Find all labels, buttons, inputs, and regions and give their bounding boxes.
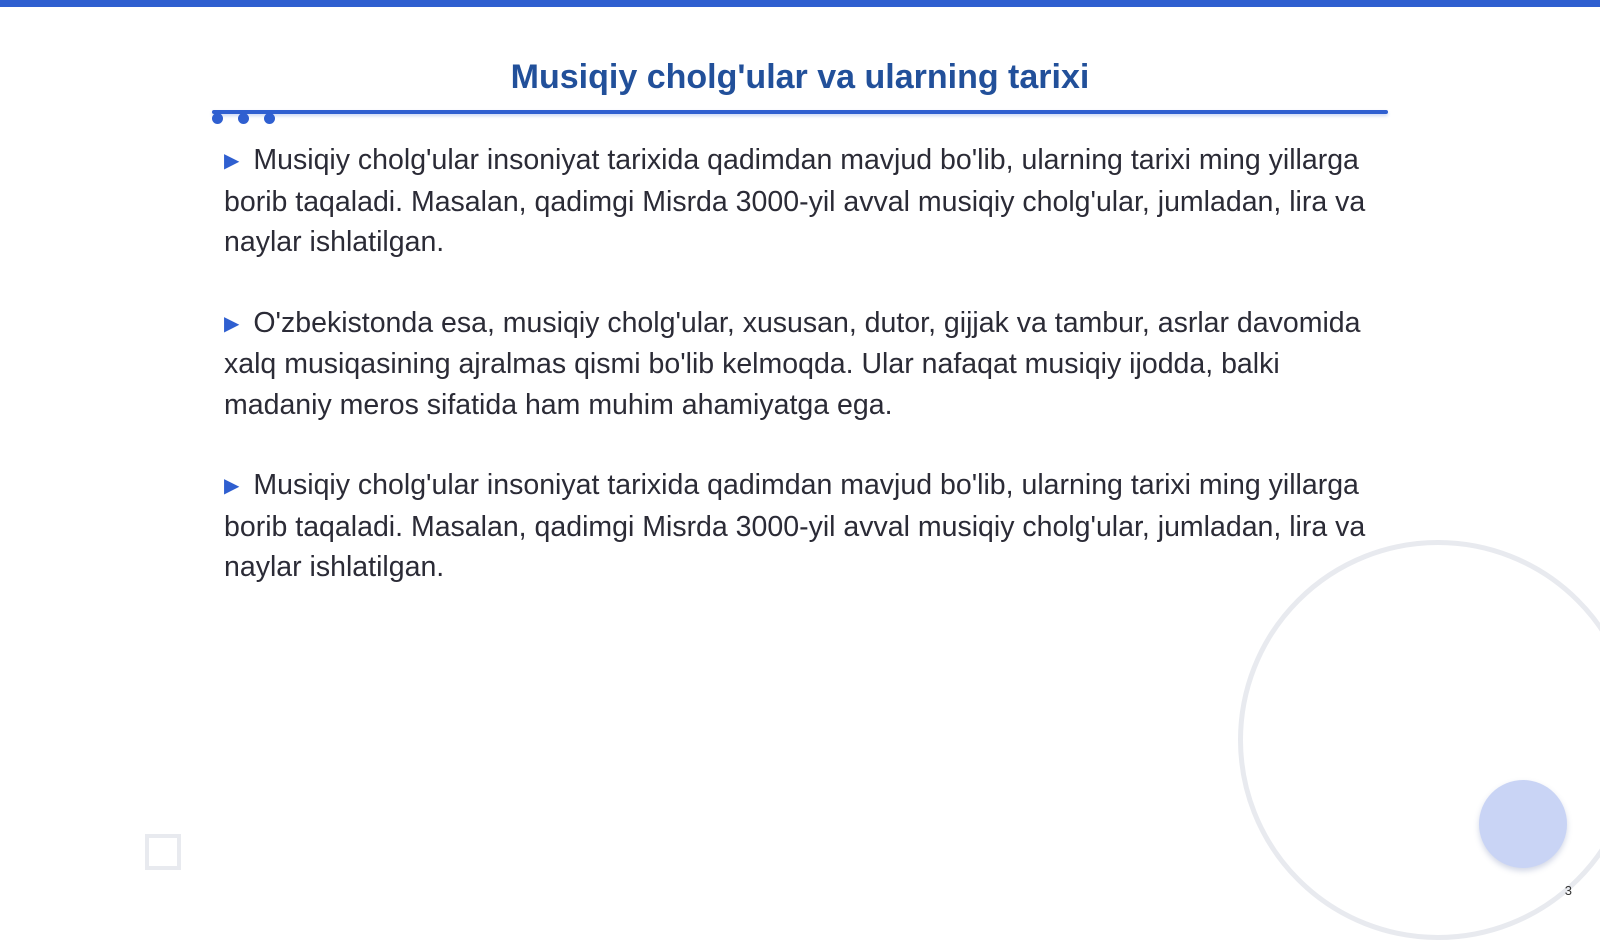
decorative-circle: [1479, 780, 1567, 868]
decorative-square: [145, 834, 181, 870]
decor-dot: [264, 113, 275, 124]
slide-title: Musiqiy cholg'ular va ularning tarixi: [510, 58, 1090, 96]
paragraph-text: O'zbekistonda esa, musiqiy cholg'ular, xususan, dutor, gijjak va tambur, asrlar davomida xalq musiqasining ajralmas qismi bo'lib kelmoqda. Ular nafaqat musiqiy ijodda, balki madaniy meros sifatida ham muhim ahamiyatga ega.: [224, 306, 1361, 421]
triangle-right-icon: ▶: [224, 150, 240, 172]
decor-dot: [212, 113, 223, 124]
slide-body: [224, 140, 1384, 628]
decor-dot: [238, 113, 249, 124]
bullet-paragraph: [224, 140, 1384, 263]
title-underline-dots: [212, 113, 282, 125]
triangle-right-icon: ▶: [224, 475, 240, 497]
top-accent-bar: [0, 0, 1600, 7]
page-number: 3: [1564, 883, 1572, 898]
paragraph-text: Musiqiy cholg'ular insoniyat tarixida qadimdan mavjud bo'lib, ularning tarixi ming yillarga borib taqaladi. Masalan, qadimgi Misrda 3000-yil avval musiqiy cholg'ular, jumladan, lira va naylar ishlatilgan.: [224, 469, 1366, 583]
bullet-paragraph: [224, 303, 1384, 426]
bullet-paragraph: [224, 465, 1384, 588]
title-underline: [212, 110, 1388, 114]
triangle-right-icon: ▶: [224, 312, 240, 335]
paragraph-text: Musiqiy cholg'ular insoniyat tarixida qadimdan mavjud bo'lib, ularning tarixi ming yillarga borib taqaladi. Masalan, qadimgi Misrda 3000-yil avval musiqiy cholg'ular, jumladan, lira va naylar ishlatilgan.: [224, 144, 1366, 258]
